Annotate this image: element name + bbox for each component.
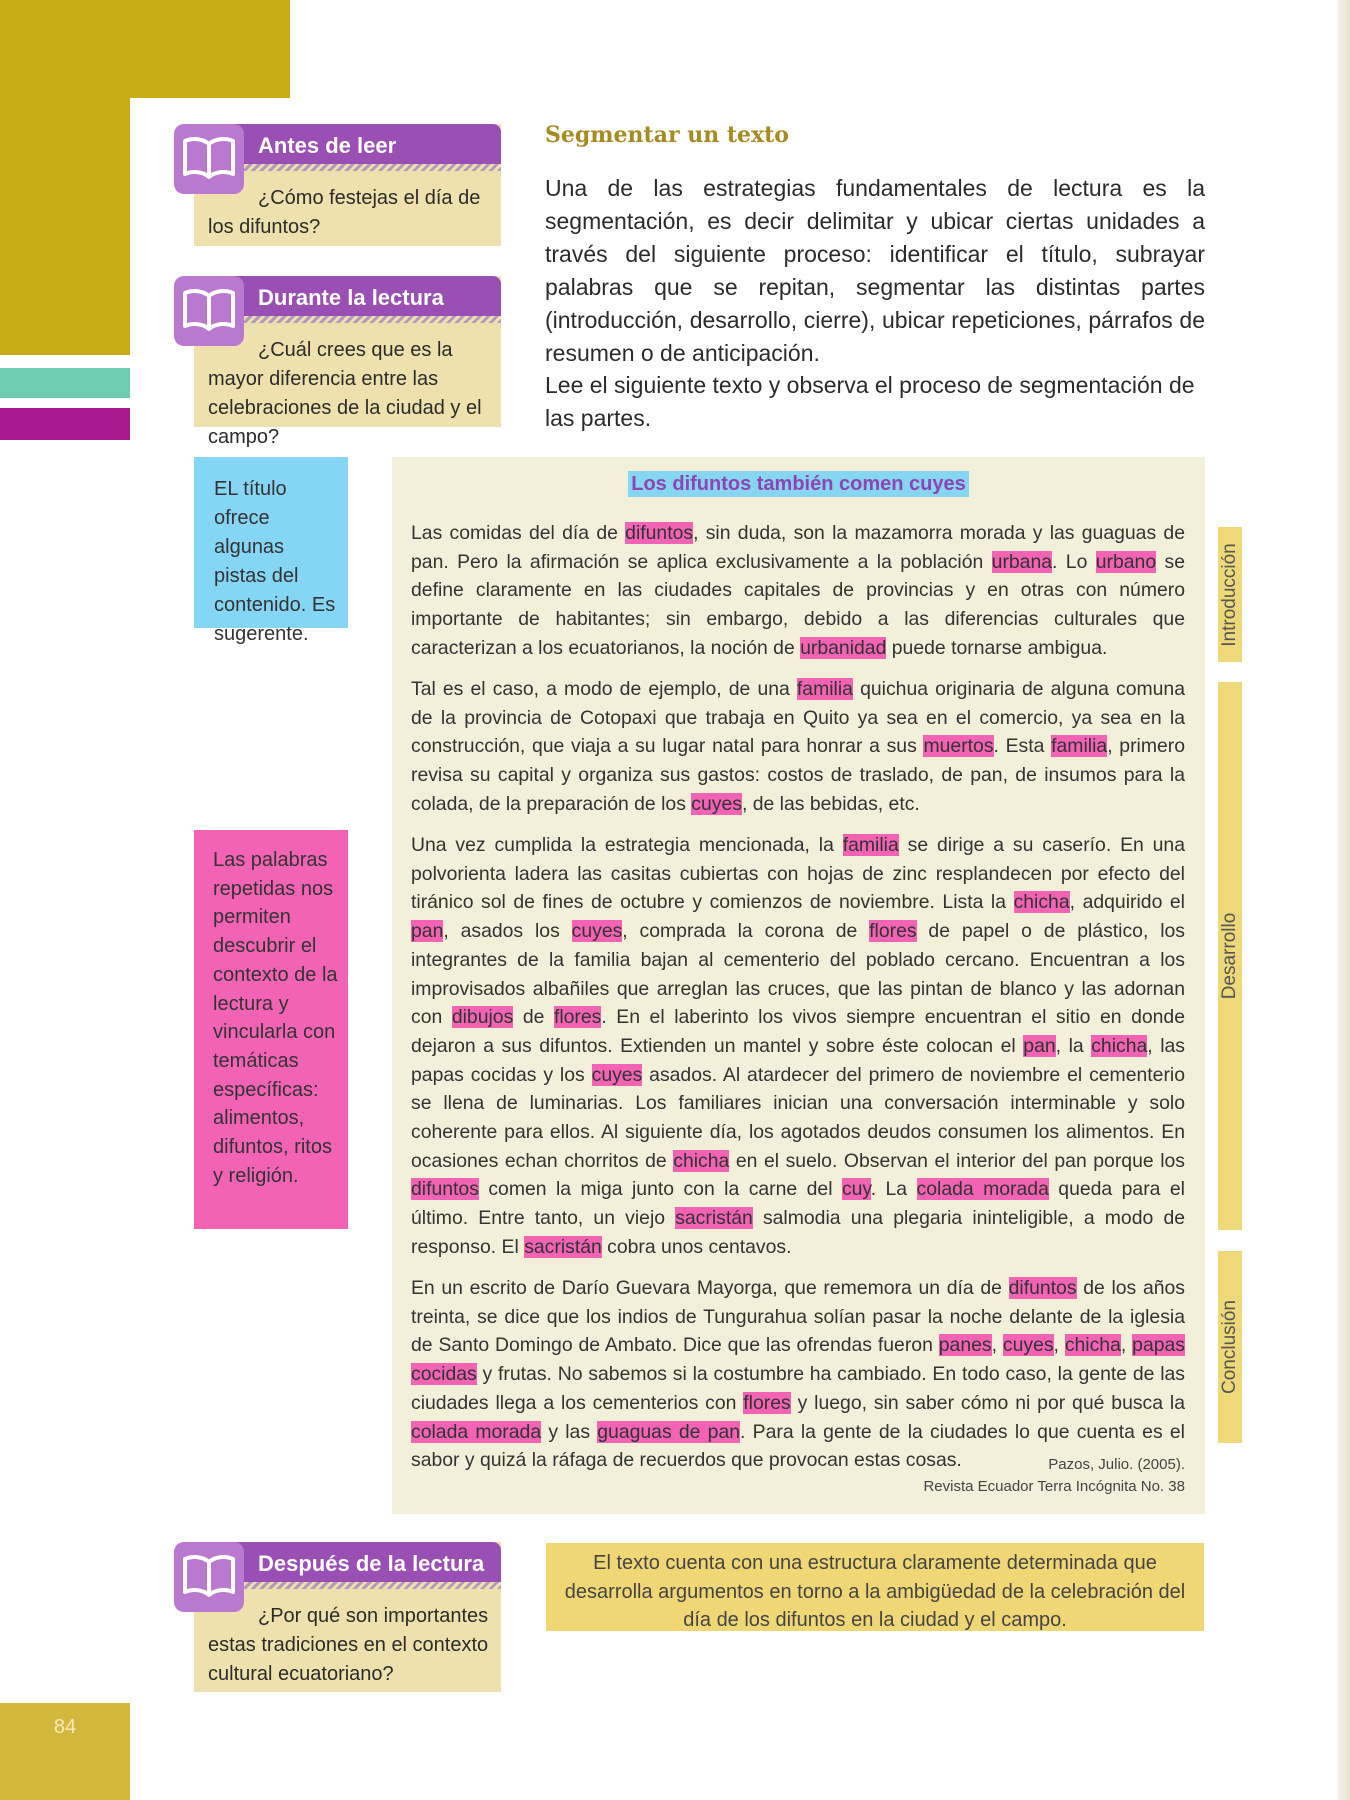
reading-text [411,519,1185,1488]
citation [923,1454,1185,1498]
antes-de-leer-question: ¿Cómo festejas el día de los difuntos? [208,187,481,238]
reading-title: Los difuntos también comen cuyes [628,471,969,497]
highlighted-word: chicha [673,1149,730,1172]
section-title: Segmentar un texto [545,122,789,148]
highlighted-word: cuyes [571,920,623,943]
highlighted-word: urbano [1095,550,1157,573]
despues-de-la-lectura-title: Después de la lectura [258,1551,485,1576]
reading-paragraph: En un escrito de Darío Guevara Mayorga, que rememora un día de difuntos de los años treinta, se dice que los indios de Tungurahua solían pasar la noche delante de la iglesia de Santo Domingo de Ambato. Dice que las ofrendas fueron panes, cuyes, chicha, papas cocidas y frutas. No sabemos si la costumbre ha cambiado. En todo caso, la gente de las ciudades llega a los cementerios con flores y luego, sin saber cómo ni por qué busca la colada morada y las guaguas de pan. Para la gente de la ciudades lo que cuenta es el sabor y quizá la ráfaga de recuerdos que provocan estas cosas. [411,1277,1186,1472]
highlighted-word: guaguas de pan [597,1420,741,1443]
highlighted-word: flores [553,1006,602,1029]
reading-paragraph: Una vez cumplida la estrategia mencionada, la familia se dirige a su caserío. En una polvorienta ladera las casitas cubiertas con hojas de zinc resplandecen por efecto del tiránico sol de fines de octubre y comienzos de noviembre. Lista la chicha, adquirido el pan, asados los cuyes, comprada la corona de flores de papel o de plástico, los integrantes de la familia bajan al cementerio del poblado cercano. Encuentran a los improvisados albañiles que arreglan las cruces, que las pintan de blanco y las adornan con dibujos de flores. En el laberinto los vivos siempre encuentran el sitio en donde dejaron a sus difuntos. Extienden un mantel y sobre éste colocan el pan, la chicha, las papas cocidas y los cuyes asados. Al atardecer del primero de noviembre el cementerio se llena de luminarias. Los familiares inician una conversación interminable y solo coherente para ellos. Al siguiente día, los agotados deudos consumen los alimentos. En ocasiones echan chorritos de chicha en el suelo. Observan el interior del pan porque los difuntos comen la miga junto con la carne del cuy. La colada morada queda para el último. Entre tanto, un viejo sacristán salmodia una plegaria ininteligible, a modo de responso. El sacristán cobra unos centavos. [411,834,1186,1258]
section-label-desarrollo: Desarrollo [1218,682,1242,1230]
highlighted-word: papas cocidas [411,1334,1186,1386]
antes-de-leer-header [174,124,501,172]
despues-de-la-lectura-box [194,1542,501,1692]
highlighted-word: cuy [841,1178,871,1201]
reading-paragraph: Las comidas del día de difuntos, sin duda, son la mazamorra morada y las guaguas de pan. Pero la afirmación se aplica exclusivamente a la población urbana. Lo urbano se define claramente en las ciudades capitales de provincias y en otras con número importante de habitantes; sin embargo, debido a las diferencias culturales que caracterizan a los ecuatorianos, la noción de urbanidad puede tornarse ambigua. [411,522,1185,659]
durante-la-lectura-box [194,276,501,448]
highlighted-word: difuntos [411,1178,479,1201]
citation-author: Pazos, Julio. (2005). [1048,1456,1185,1473]
highlighted-word: flores [743,1391,791,1414]
page-edge [1338,0,1350,1800]
reading-paragraph: Tal es el caso, a modo de ejemplo, de una familia quichua originaria de alguna comuna de la provincia de Cotopaxi que trabaja en Quito ya sea en el comercio, ya sea en la construcción, que viaja a su lugar natal para honrar a sus muertos. Esta familia, primero revisa su capital y organiza sus gastos: costos de traslado, de pan, de insumos para la colada, de la preparación de los cuyes, de las bebidas, etc. [411,678,1186,815]
highlighted-word: muertos [923,735,994,758]
highlighted-word: sacristán [524,1235,602,1258]
highlighted-word: cuyes [1002,1334,1054,1357]
open-book-icon [174,276,244,346]
highlighted-word: flores [869,920,917,943]
highlighted-word: chicha [1091,1034,1148,1057]
despues-de-la-lectura-question: ¿Por qué son importantes estas tradiciones en el contexto cultural ecuatoriano? [208,1605,489,1685]
highlighted-word: difuntos [625,522,694,544]
decorative-magenta-bar [0,408,130,440]
highlighted-word: dibujos [451,1006,514,1029]
repeated-words-note: Las palabras repetidas nos permiten descubrir el contexto de la lectura y vincularla con temáticas específicas: alimentos, difuntos, ritos y religión. [194,830,348,1229]
open-book-icon [174,1542,244,1612]
page-number: 84 [53,1716,77,1738]
open-book-icon [174,124,244,194]
highlighted-word: colada morada [916,1178,1049,1201]
decorative-teal-bar [0,368,130,398]
highlighted-word: urbanidad [800,636,887,659]
antes-de-leer-box [194,124,501,246]
section-label-conclusion: Conclusión [1218,1251,1242,1443]
instruction-paragraph: Lee el siguiente texto y observa el proceso de segmentación de las partes. [545,372,1195,431]
highlighted-word: colada morada [411,1420,542,1443]
highlighted-word: familia [1051,735,1108,758]
durante-la-lectura-header [174,276,501,324]
intro-paragraph: Una de las estrategias fundamentales de lectura es la segmentación, es decir delimitar y ubicar ciertas unidades a través del siguiente proceso: identificar el título, subrayar palabras que se repitan, segmentar las distintas partes (introducción, desarrollo, cierre), ubicar repeticiones, párrafos de resumen o de anticipación. [545,175,1205,366]
highlighted-word: chicha [1064,1334,1121,1357]
antes-de-leer-title: Antes de leer [258,133,397,158]
durante-la-lectura-title: Durante la lectura [258,285,444,310]
highlighted-word: familia [842,834,899,857]
reading-title-wrap [392,473,1205,496]
highlighted-word: cuyes [591,1063,643,1086]
reading-panel [392,457,1205,1514]
decorative-gold-side-bar [0,0,130,355]
conclusion-note: El texto cuenta con una estructura claramente determinada que desarrolla argumentos en torno a la ambigüedad de la celebración del día de los difuntos en la ciudad y el campo. [546,1543,1204,1631]
highlighted-word: panes [938,1334,992,1357]
highlighted-word: urbana [991,550,1053,573]
title-note: EL título ofrece algunas pistas del contenido. Es sugerente. [194,457,348,628]
citation-source: Revista Ecuador Terra Incógnita No. 38 [923,1478,1185,1495]
despues-de-la-lectura-header [174,1542,501,1590]
section-label-introduccion: Introducción [1218,527,1242,662]
highlighted-word: pan [411,920,444,943]
highlighted-word: sacristán [675,1207,753,1230]
highlighted-word: familia [796,678,853,701]
highlighted-word: pan [1023,1034,1056,1057]
highlighted-word: chicha [1013,891,1070,914]
highlighted-word: difuntos [1008,1277,1077,1300]
highlighted-word: cuyes [691,792,742,815]
durante-la-lectura-question: ¿Cuál crees que es la mayor diferencia entre las celebraciones de la ciudad y el campo? [208,339,482,448]
